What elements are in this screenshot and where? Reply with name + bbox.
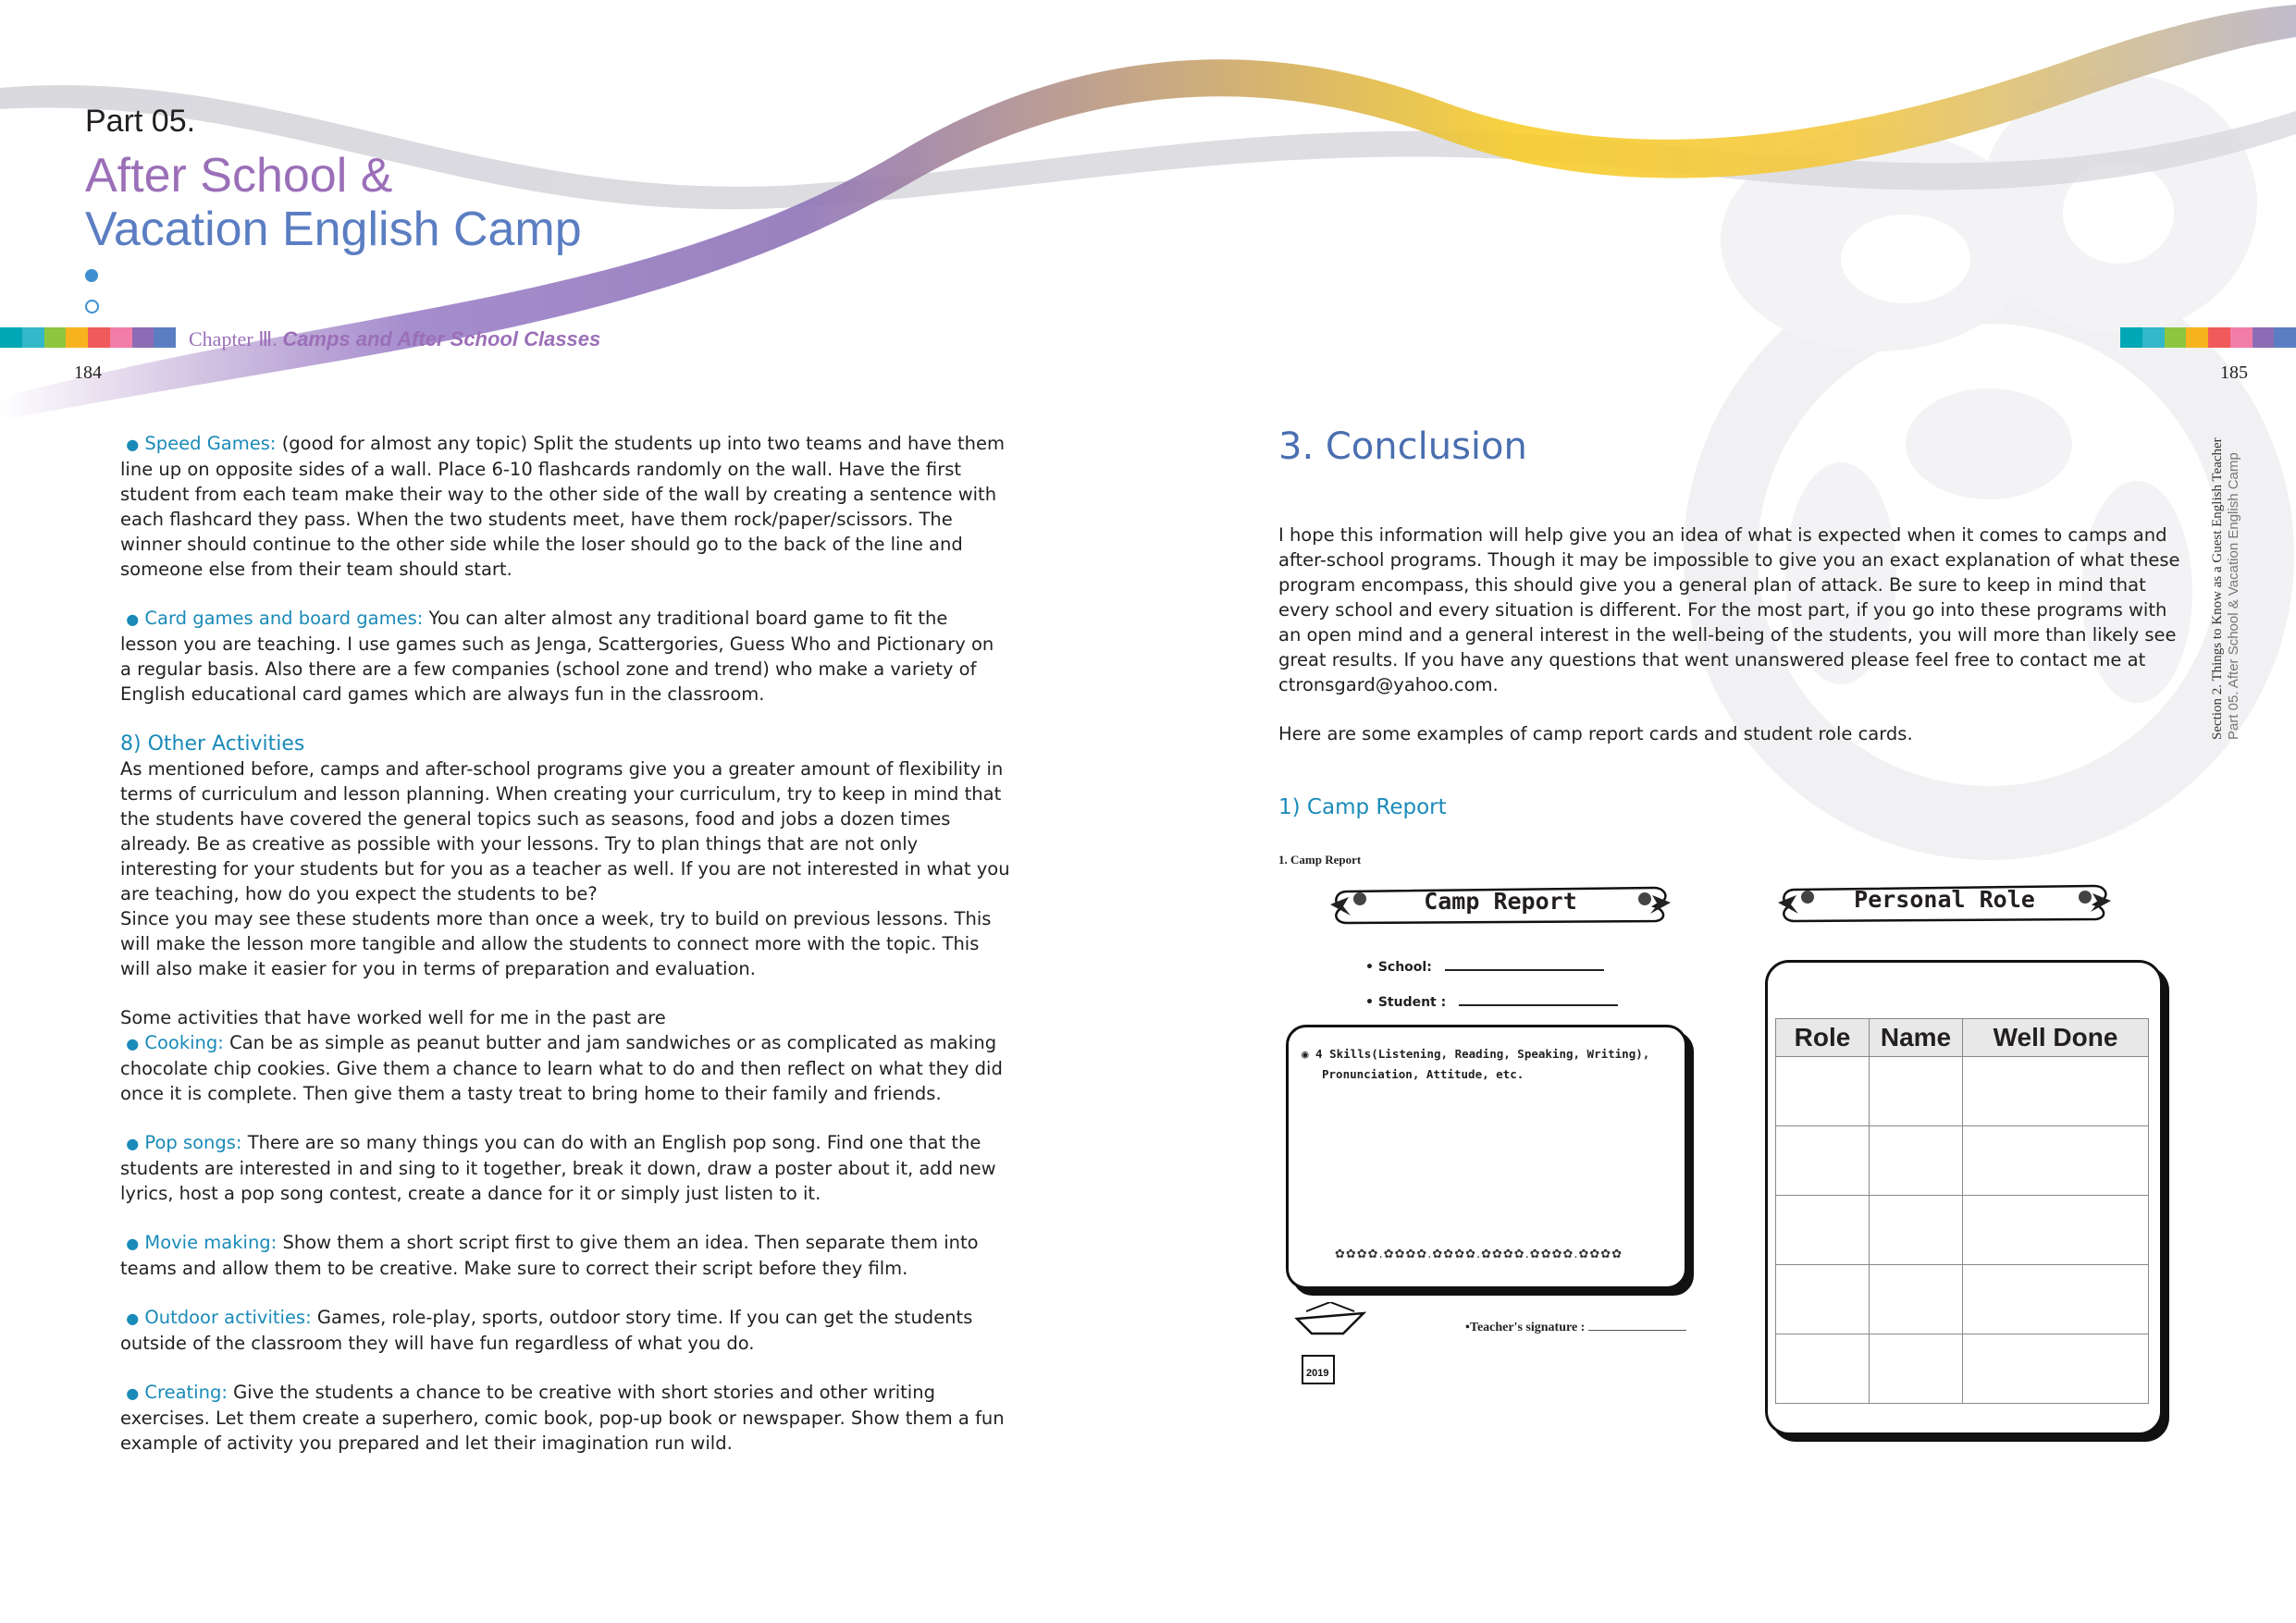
side-tab-section: Section 2. Things to Know as a Guest English Teacher [2210, 437, 2225, 740]
other-activities-heading: 8) Other Activities [120, 732, 305, 756]
bullet-icon: ● [126, 1309, 140, 1327]
bullet-icon: ● [126, 610, 140, 628]
name-column-header: Name [1870, 1019, 1963, 1057]
signature-line [1588, 1330, 1686, 1331]
table-row [1776, 1126, 2149, 1196]
bullet-icon: ● [126, 1135, 140, 1152]
teacher-signature [1465, 1321, 1686, 1335]
personal-role-title: Personal Role [1854, 886, 2035, 913]
cooking-label: Cooking: [144, 1032, 224, 1053]
colorbar-segment [66, 327, 88, 348]
bullet-icon: ● [126, 1384, 140, 1402]
outdoor-paragraph [120, 1305, 1010, 1356]
pop-songs-label: Pop songs: [144, 1132, 242, 1153]
student-field [1365, 993, 1618, 1010]
bullet-icon: ● [126, 436, 140, 453]
camp-report-scroll [1330, 879, 1671, 930]
colorbar-left [0, 327, 176, 348]
personal-role-scroll [1778, 877, 2111, 928]
skills-line-2: Pronunciation, Attitude, etc. [1322, 1067, 1524, 1081]
chapter-name: Camps and After School Classes [282, 327, 601, 350]
speed-games-label: Speed Games: [144, 433, 277, 454]
cooking-paragraph [120, 1030, 1010, 1106]
signature-label: •Teacher's signature : [1465, 1321, 1586, 1334]
role-table-header [1776, 1019, 2149, 1057]
part-label: Part 05. [85, 104, 196, 139]
side-tab-part: Part 05. After School & Vacation English Camp [2226, 452, 2241, 740]
skills-line-1: ◉ 4 Skills(Listening, Reading, Speaking, Writing), [1302, 1047, 1650, 1061]
camp-report-heading: 1) Camp Report [1278, 795, 1447, 819]
bullet-icon: ● [126, 1235, 140, 1252]
title-line-2: Vacation English Camp [85, 203, 582, 256]
page-number-right: 185 [2220, 363, 2248, 383]
colorbar-segment [2208, 327, 2230, 348]
other-activities-p1: As mentioned before, camps and after-school programs give you a greater amount of flexibility in terms of curriculum and lesson planning. When creating your curriculum, try to keep in mind that the students have covered the general topics such as seasons, food and jobs a dozen times already. Be as creative as possible with your lessons. Try to plan things that are not only interesting for your students but for you as a teacher as well. If you are not interested in what you are teaching, how do you expect the students to be? [120, 758, 1010, 904]
flower-border: ✿✿✿✿.✿✿✿✿.✿✿✿✿.✿✿✿✿.✿✿✿✿.✿✿✿✿ [1335, 1248, 1623, 1261]
colorbar-right [2120, 327, 2296, 348]
colorbar-segment [154, 327, 176, 348]
table-row [1776, 1265, 2149, 1334]
right-column [1278, 523, 2185, 770]
table-row [1776, 1196, 2149, 1265]
table-row [1776, 1057, 2149, 1126]
bullet-dot-filled [85, 269, 98, 282]
colorbar-segment [132, 327, 154, 348]
chapter-prefix: Chapter Ⅲ. [189, 327, 278, 350]
colorbar-segment [110, 327, 132, 348]
colorbar-segment [2186, 327, 2208, 348]
title-line-1: After School & [85, 149, 393, 203]
some-activities-intro: Some activities that have worked well for me in the past are [120, 1007, 666, 1028]
speed-games-paragraph [120, 431, 1010, 582]
pop-songs-paragraph [120, 1130, 1010, 1206]
role-column-header: Role [1776, 1019, 1870, 1057]
left-column [120, 431, 1010, 1480]
bullet-icon: ● [126, 1035, 140, 1052]
colorbar-segment [22, 327, 44, 348]
table-row [1776, 1334, 2149, 1404]
cooking-text: Can be as simple as peanut butter and jam sandwiches or as complicated as making chocolate chip cookies. Give them a chance to learn what to do and then reflect on what they did once it is complete. Then give them a tasty treat to bring home to their family and friends. [120, 1032, 1003, 1104]
creating-text: Give the students a chance to be creative with short stories and other writing exercises. Let them create a superhero, comic book, pop-up book or newspaper. Show them a fun example of activity you prepared and let their imagination run wild. [120, 1382, 1005, 1454]
colorbar-segment [0, 327, 22, 348]
colorbar-segment [2230, 327, 2253, 348]
card-games-paragraph [120, 606, 1010, 707]
school-line [1445, 958, 1604, 971]
ship-stamp-icon [1293, 1302, 1367, 1391]
colorbar-segment [2165, 327, 2187, 348]
conclusion-paragraph-1: I hope this information will help give you an idea of what is expected when it comes to camps and after-school programs. Though it may be impossible to give you an exact explanation of what these program encompass, this should give you a general plan of attack. Be sure to keep in mind that every school and every situation is different. For the most part, if you go into these programs with an open mind and a general interest in the well-being of the students, you will more than likely see great results. If you have any questions that went unanswered please feel free to contact me at ctronsgard@yahoo.com. [1278, 524, 2180, 695]
colorbar-segment [2253, 327, 2275, 348]
other-activities-p2: Since you may see these students more than once a week, try to build on previous lessons. This will make the lesson more tangible and allow the students to connect more with the topic. This will also make it easier for you in terms of preparation and evaluation. [120, 908, 992, 979]
chapter-title [189, 327, 600, 351]
outdoor-text: Games, role-play, sports, outdoor story time. If you can get the students outside of the classroom they will have fun regardless of what you do. [120, 1307, 973, 1354]
role-table [1775, 1018, 2149, 1404]
student-line [1459, 993, 1618, 1006]
movie-making-label: Movie making: [144, 1232, 278, 1253]
bullet-dot-open [85, 300, 99, 314]
skills-box [1286, 1025, 1687, 1289]
school-label: • School: [1365, 960, 1432, 975]
personal-role-box [1765, 960, 2163, 1435]
colorbar-segment [2142, 327, 2165, 348]
student-label: • Student : [1365, 995, 1447, 1010]
card-games-text: You can alter almost any traditional board game to fit the lesson you are teaching. I use games such as Jenga, Scattergories, Guess Who and Pictionary on a regular basis. Also there are a few companies (school zone and trend) who make a variety of English educational card games which are always fun in the classroom. [120, 608, 994, 705]
movie-making-paragraph [120, 1230, 1010, 1281]
colorbar-segment [2274, 327, 2296, 348]
conclusion-heading: 3. Conclusion [1278, 425, 1527, 468]
school-field [1365, 958, 1604, 975]
colorbar-segment [2120, 327, 2142, 348]
stamp-text: 2019 [1306, 1368, 1329, 1379]
colorbar-segment [44, 327, 67, 348]
outdoor-label: Outdoor activities: [144, 1307, 312, 1328]
creating-label: Creating: [144, 1382, 228, 1403]
speed-games-text: (good for almost any topic) Split the students up into two teams and have them line up on opposite sides of a wall. Place 6-10 flashcards randomly on the wall. Have the first student from each team make their way to the other side of the wall by creating a sentence with each flashcard they pass. When the two students meet, have them rock/paper/scissors. The winner should continue to the other side while the loser should go to the back of the line and someone else from their team should start. [120, 433, 1005, 580]
conclusion-paragraph-2: Here are some examples of camp report cards and student role cards. [1278, 723, 1913, 744]
movie-making-text: Show them a short script first to give them an idea. Then separate them into teams and allow them to be creative. Make sure to correct their script before they film. [120, 1232, 979, 1279]
card-games-label: Card games and board games: [144, 608, 424, 629]
well-done-column-header: Well Done [1963, 1019, 2149, 1057]
creating-paragraph [120, 1380, 1010, 1456]
camp-report-title: Camp Report [1424, 888, 1577, 915]
pop-songs-text: There are so many things you can do with an English pop song. Find one that the students are interested in and sing to it together, break it down, draw a poster about it, add new lyrics, host a pop song contest, create a dance for it or simply just listen to it. [120, 1132, 996, 1204]
colorbar-segment [88, 327, 110, 348]
skills-text [1302, 1044, 1649, 1085]
side-tab [2209, 370, 2242, 740]
scan-label: 1. Camp Report [1278, 853, 1362, 867]
page-number-left: 184 [74, 363, 102, 383]
